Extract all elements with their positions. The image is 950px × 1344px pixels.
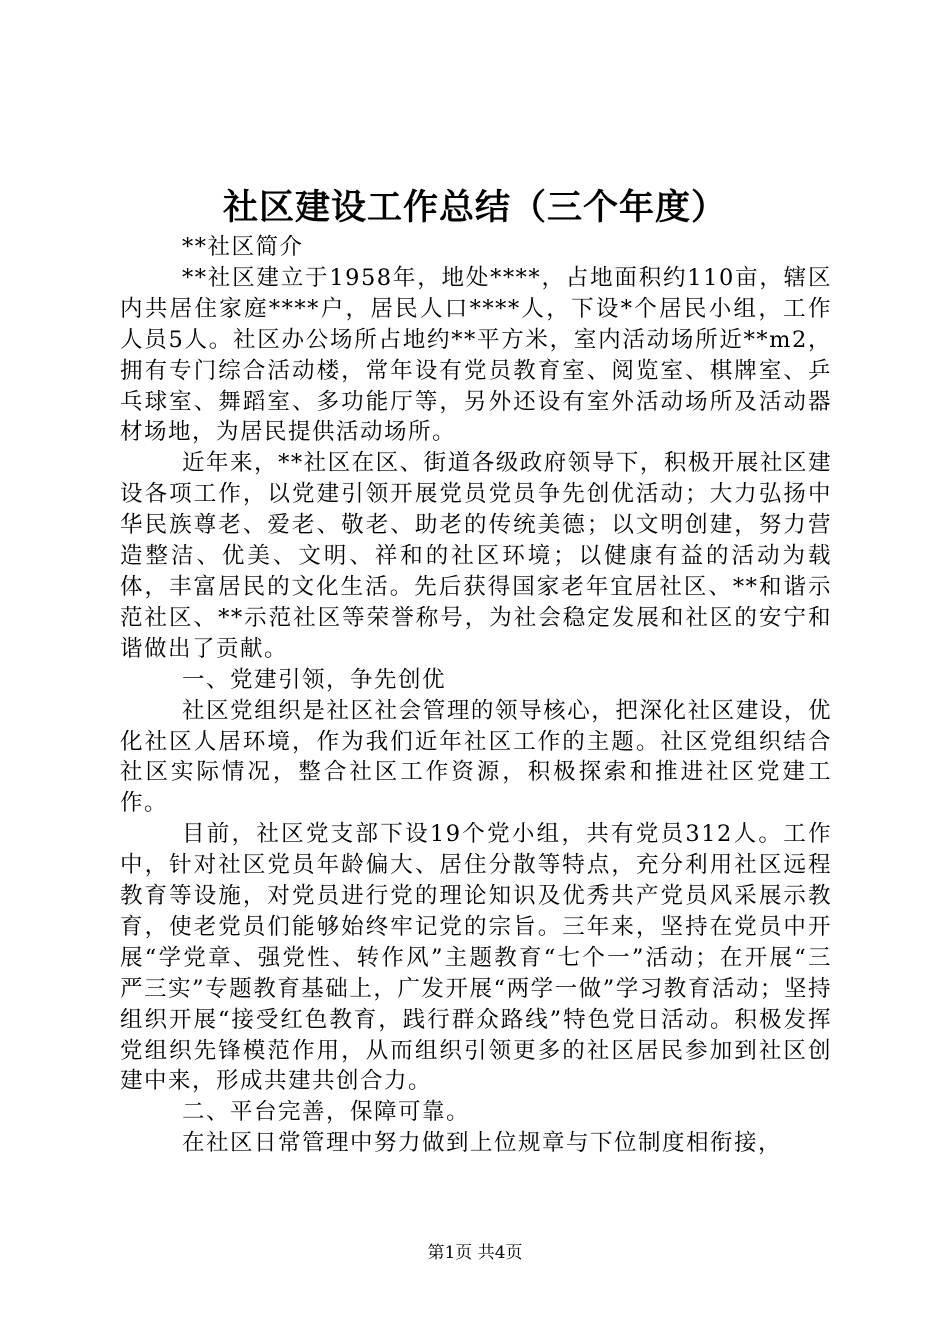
section-heading-1: 一、党建引领，争先创优 <box>182 666 447 693</box>
document-title: 社区建设工作总结（三个年度） <box>222 187 727 228</box>
paragraph-platform: 在社区日常管理中努力做到上位规章与下位制度相衔接， <box>182 1130 783 1157</box>
section-heading-2: 二、平台完善，保障可靠。 <box>182 1099 471 1126</box>
paragraph-intro-heading: **社区简介 <box>182 234 304 260</box>
paragraph-overview: 近年来，**社区在区、街道各级政府领导下，积极开展社区建设各项工作，以党建引领开展党员党员争先创优活动；大力弘扬中华民族尊老、爱老、敬老、助老的传统美德；以文明创建，努力营造整洁、优美、文明、祥和的社区环境；以健康有益的活动为载体，丰富居民的文化生活。先后获得国家老年宜居社区、**和谐示范社区、**示范社区等荣誉称号，为社会稳定发展和社区的安宁和谐做出了贡献。 <box>120 450 832 662</box>
paragraph-intro: **社区建立于1958年，地处****，占地面积约110亩，辖区内共居住家庭****户，居民人口****人，下设*个居民小组，工作人员5人。社区办公场所占地约**平方米，室内活动场所近**m2，拥有专门综合活动楼，常年设有党员教育室、阅览室、棋牌室、乒乓球室、舞蹈室、多功能厅等，另外还设有室外活动场所及活动器材场地，为居民提供活动场所。 <box>120 264 832 446</box>
page-footer: 第1页 共4页 <box>427 1243 523 1263</box>
paragraph-party-core: 社区党组织是社区社会管理的领导核心，把深化社区建设，优化社区人居环境，作为我们近年社区工作的主题。社区党组织结合社区实际情况，整合社区工作资源，积极探索和推进社区党建工作。 <box>120 697 832 817</box>
paragraph-party-detail: 目前，社区党支部下设19个党小组，共有党员312人。工作中，针对社区党员年龄偏大、居住分散等特点，充分利用社区远程教育等设施，对党员进行党的理论知识及优秀共产党员风采展示教育，使老党员们能够始终牢记党的宗旨。三年来，坚持在党员中开展“学党章、强党性、转作风”主题教育“七个一”活动；在开展“三严三实”专题教育基础上，广发开展“两学一做”学习教育活动；坚持组织开展“接受红色教育，践行群众路线”特色党日活动。积极发挥党组织先锋模范作用，从而组织引领更多的社区居民参加到社区创建中来，形成共建共创合力。 <box>120 821 832 1095</box>
document-body <box>120 232 832 1159</box>
